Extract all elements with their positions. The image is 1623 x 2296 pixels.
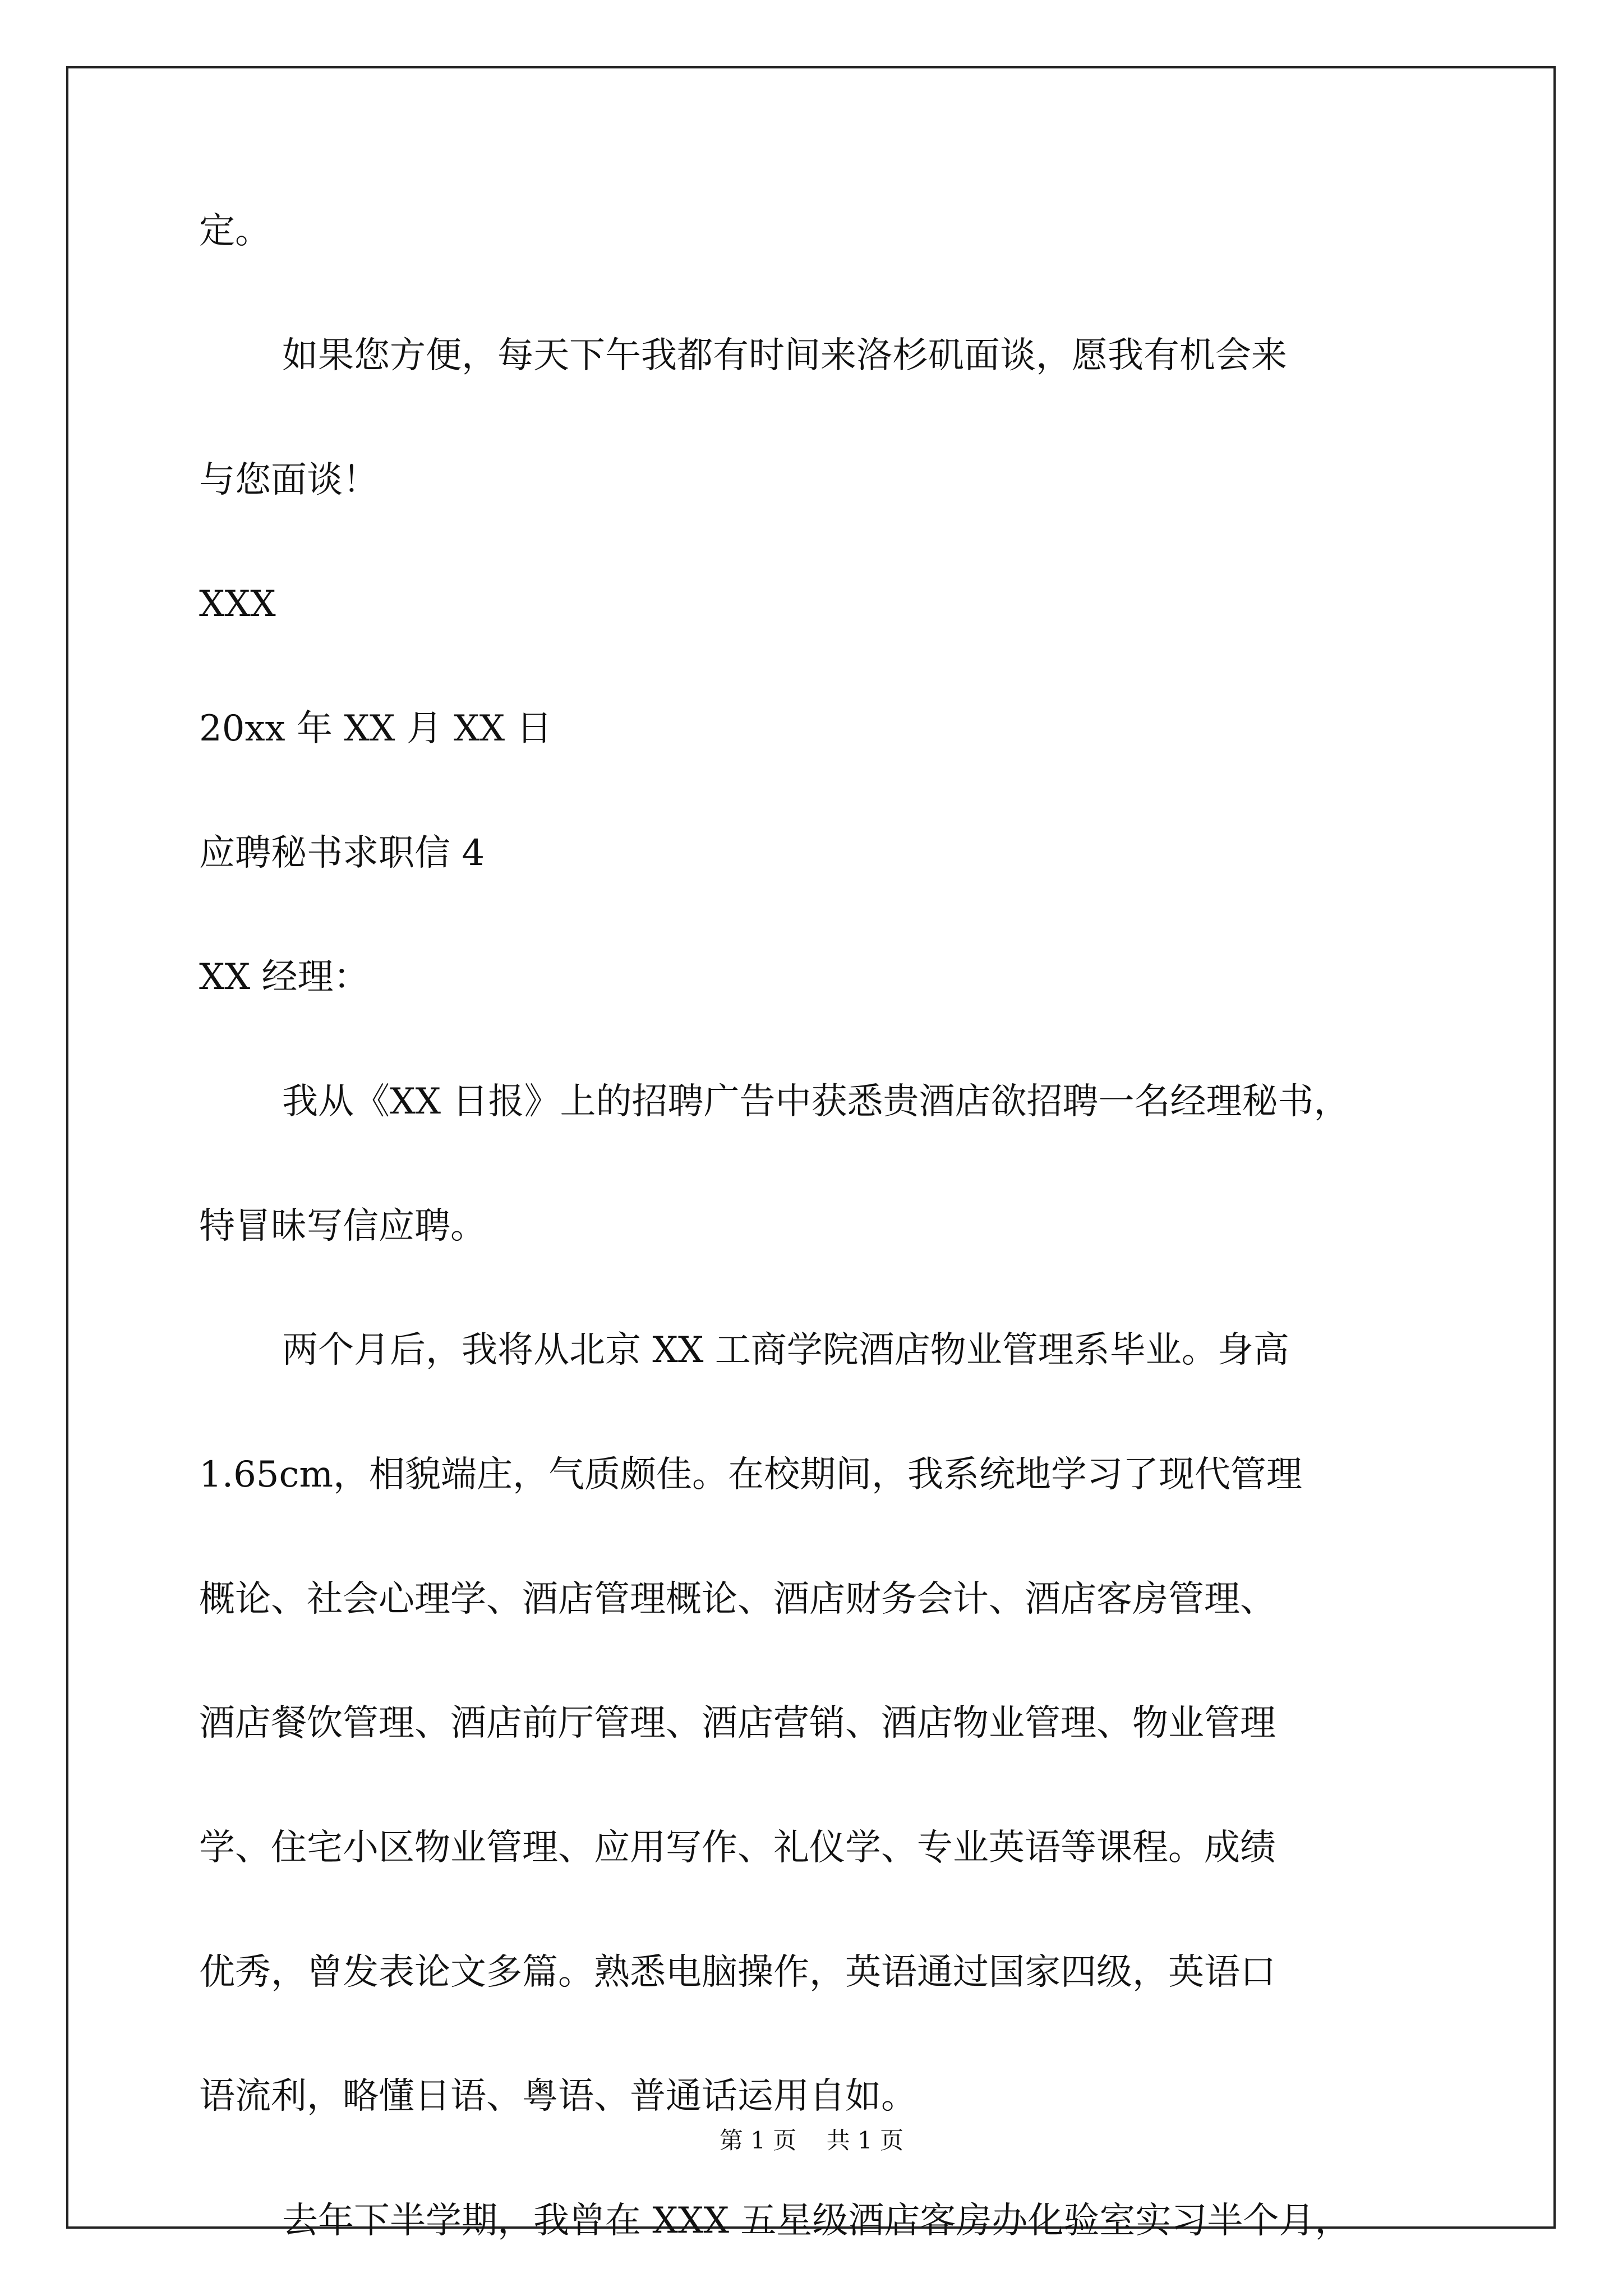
- letter-date: 20xx 年 XX 月 XX 日: [199, 708, 552, 749]
- text-line: 语流利，略懂日语、粤语、普通话运用自如。: [199, 2076, 917, 2117]
- text-line: 与您面谈！: [199, 459, 379, 501]
- signature-name: XXX: [199, 583, 276, 625]
- text-line: 酒店餐饮管理、酒店前厅管理、酒店营销、酒店物业管理、物业管理: [199, 1703, 1276, 1744]
- page-number-footer: 第 1 页 共 1 页: [719, 2127, 904, 2154]
- text-line: 学、住宅小区物业管理、应用写作、礼仪学、专业英语等课程。成绩: [199, 1827, 1276, 1869]
- paragraph-line: 去年下半学期，我曾在 XXX 五星级酒店客房办化验室实习半个月，: [282, 2200, 1351, 2242]
- paragraph-line: 两个月后，我将从北京 XX 工商学院酒店物业管理系毕业。身高: [282, 1329, 1289, 1371]
- paragraph-line: 如果您方便，每天下午我都有时间来洛杉矶面谈，愿我有机会来: [282, 335, 1287, 376]
- page-border: [66, 66, 1556, 2229]
- salutation: XX 经理：: [199, 956, 370, 998]
- text-line: 优秀，曾发表论文多篇。熟悉电脑操作，英语通过国家四级，英语口: [199, 1952, 1276, 1993]
- paragraph-line: 我从《XX 日报》上的招聘广告中获悉贵酒店欲招聘一名经理秘书，: [282, 1081, 1350, 1122]
- text-line: 概论、社会心理学、酒店管理概论、酒店财务会计、酒店客房管理、: [199, 1579, 1276, 1620]
- text-line: 1.65cm，相貌端庄，气质颇佳。在校期间，我系统地学习了现代管理: [199, 1454, 1303, 1496]
- text-line: 特冒昧写信应聘。: [199, 1205, 486, 1247]
- section-heading: 应聘秘书求职信 4: [199, 832, 485, 874]
- text-line: 定。: [199, 210, 271, 252]
